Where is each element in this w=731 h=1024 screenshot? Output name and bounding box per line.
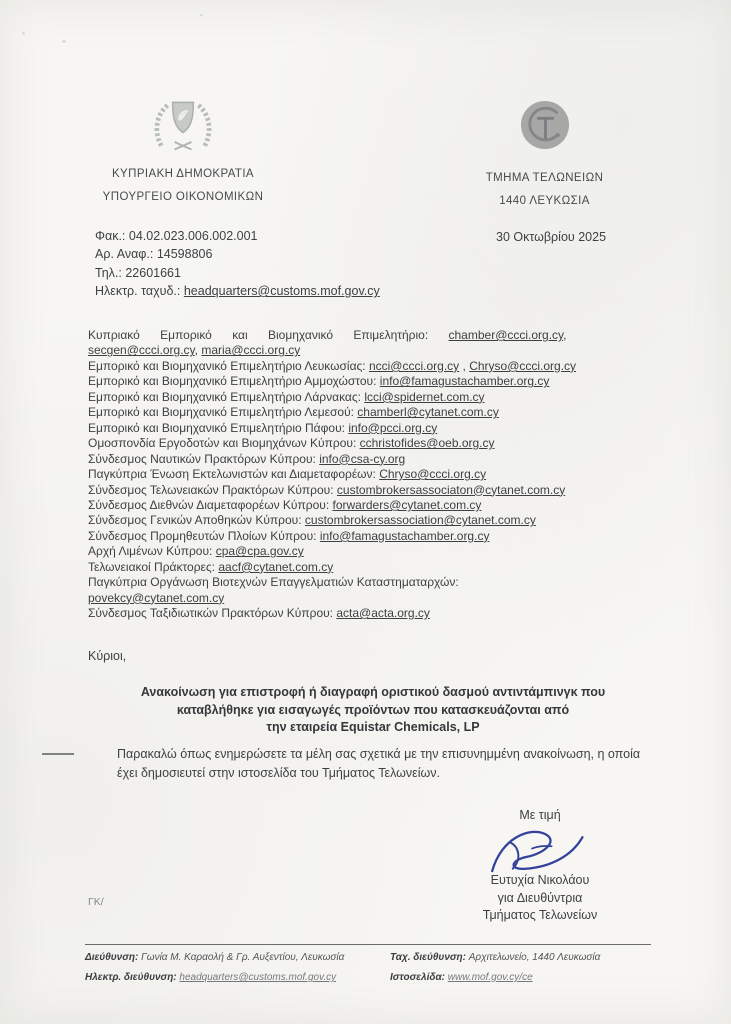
closing-salute: Με τιμή	[519, 808, 561, 822]
footer-label: Ιστοσελίδα:	[390, 972, 448, 983]
recipient-line	[88, 575, 678, 606]
recipient-org: Τελωνειακοί Πράκτορες:	[88, 559, 219, 574]
department-postcode: 1440 ΛΕΥΚΩΣΙΑ	[499, 195, 590, 207]
recipient-org: Εμπορικό και Βιομηχανικό Επιμελητήριο Λευκωσίας:	[88, 358, 369, 373]
ministry-title: ΥΠΟΥΡΓΕΙΟ ΟΙΚΟΝΟΜΙΚΩΝ	[102, 191, 264, 203]
footer-value: Γωνία Μ. Καραολή & Γρ. Αυξεντίου, Λευκωσία	[141, 952, 345, 963]
reference-row	[95, 245, 380, 263]
recipient-line	[88, 498, 678, 513]
footer-left-column	[85, 952, 390, 983]
recipient-org: Σύνδεσμος Διεθνών Διαμεταφορέων Κύπρου:	[88, 497, 333, 512]
email-link[interactable]: custombrokersassociaton@cytanet.com.cy	[336, 482, 566, 497]
signer-capacity: για Διευθύντρια	[497, 890, 583, 905]
header-right	[452, 100, 637, 213]
reference-label: Αρ. Αναφ.:	[95, 247, 157, 262]
recipient-org: Εμπορικό και Βιομηχανικό Επιμελητήριο Πάφου:	[88, 420, 349, 435]
recipient-org: Σύνδεσμος Ταξιδιωτικών Πρακτόρων Κύπρου:	[88, 606, 337, 621]
handwritten-signature-icon	[430, 824, 650, 876]
cyprus-coat-of-arms-icon	[83, 96, 283, 154]
footer-value: Αρχιτελωνείο, 1440 Λευκωσία	[468, 952, 601, 963]
email-link[interactable]: acta@acta.org.cy	[336, 606, 430, 621]
footer-label: Ηλεκτρ. διεύθυνση:	[85, 972, 180, 983]
recipient-line	[88, 467, 678, 482]
recipient-line	[88, 606, 678, 621]
email-link[interactable]: aacf@cytanet.com.cy	[218, 559, 334, 574]
salutation: Κύριοι,	[88, 649, 127, 663]
recipient-line	[88, 560, 678, 575]
recipient-line	[88, 452, 678, 467]
footer-row	[85, 952, 390, 963]
body-line: Παρακαλώ όπως ενημερώσετε τα μέλη σας σχετικά με την επισυνημμένη ανακοίνωση, η οποία	[117, 747, 641, 761]
recipient-org: Παγκύπρια Ένωση Εκτελωνιστών και Διαμεταφορέων:	[88, 467, 380, 482]
body-paragraph	[117, 745, 677, 782]
email-link[interactable]: Chryso@ccci.org.cy	[379, 467, 487, 482]
scan-speck	[200, 14, 203, 16]
reference-label: Τηλ.:	[95, 265, 126, 280]
email-link[interactable]: info@famagustachamber.org.cy	[319, 528, 490, 543]
footer-label: Διεύθυνση:	[85, 952, 142, 963]
header-left	[83, 96, 283, 209]
recipient-line: Κυπριακό Εμπορικό και Βιομηχανικό Επιμελητήριο: chamber@ccci.org.cy, secgen@ccci.org.cy, maria@ccci.org.cy	[88, 328, 567, 358]
customs-department-logo-icon	[452, 100, 637, 150]
recipient-line: Εμπορικό και Βιομηχανικό Επιμελητήριο Λευκωσίας: ncci@ccci.org.cy , Chryso@ccci.org.cy	[88, 358, 577, 373]
recipient-line	[88, 483, 678, 498]
recipient-org: Αρχή Λιμένων Κύπρου:	[88, 544, 216, 559]
margin-mark	[42, 753, 74, 755]
email-link[interactable]: headquarters@customs.mof.gov.cy	[183, 284, 380, 299]
email-link[interactable]: custombrokersassociation@cytanet.com.cy	[304, 513, 536, 528]
email-link[interactable]: info@csa-cy.org	[319, 451, 406, 466]
recipient-line	[88, 421, 678, 436]
recipient-line	[88, 513, 678, 528]
recipient-line	[88, 390, 678, 405]
footer-row	[85, 972, 390, 983]
reference-label: Φακ.:	[95, 229, 129, 243]
email-link[interactable]: maria@ccci.org.cy	[201, 343, 301, 358]
recipient-org: Ομοσπονδία Εργοδοτών και Βιομηχάνων Κύπρου:	[88, 436, 360, 451]
recipient-org: Εμπορικό και Βιομηχανικό Επιμελητήριο Λάρνακας:	[88, 389, 365, 404]
scan-speck	[22, 32, 25, 35]
email-link[interactable]: chamberl@cytanet.com.cy	[357, 405, 499, 420]
recipient-line	[88, 374, 678, 389]
reference-value: 22601661	[125, 265, 181, 280]
email-link[interactable]: Chryso@ccci.org.cy	[469, 358, 577, 373]
email-link[interactable]: lcci@spidernet.com.cy	[364, 389, 485, 404]
recipient-line	[88, 544, 678, 559]
recipient-org: Παγκύπρια Οργάνωση Βιοτεχνών Επαγγελματιών Καταστηματαρχών:	[88, 575, 459, 590]
subject-heading	[88, 684, 658, 737]
email-link[interactable]: cchristofides@oeb.org.cy	[359, 436, 495, 451]
republic-title: ΚΥΠΡΙΑΚΗ ΔΗΜΟΚΡΑΤΙΑ	[111, 168, 255, 180]
email-link[interactable]: secgen@ccci.org.cy	[88, 343, 195, 358]
recipient-line	[88, 436, 678, 451]
footer-link[interactable]: headquarters@customs.mof.gov.cy	[179, 972, 337, 983]
recipient-line	[88, 529, 678, 544]
email-link[interactable]: ncci@ccci.org.cy	[368, 358, 460, 373]
body-line: έχει δημοσιευτεί στην ιστοσελίδα του Τμήματος Τελωνείων.	[117, 765, 441, 780]
email-link[interactable]: cpa@cpa.gov.cy	[215, 544, 304, 559]
scan-speck	[62, 40, 66, 43]
footer-right-column	[390, 952, 600, 983]
recipient-org: Κυπριακό Εμπορικό και Βιομηχανικό Επιμελητήριο: chamber@ccci.org.cy,	[88, 328, 567, 342]
department-title: ΤΜΗΜΑ ΤΕΛΩΝΕΙΩΝ	[485, 172, 604, 184]
recipient-list	[88, 328, 678, 622]
reference-row	[95, 282, 380, 300]
reference-value: 04.02.023.006.002.001	[128, 229, 258, 243]
reference-row	[95, 264, 380, 282]
email-link[interactable]: povekcy@cytanet.com.cy	[88, 590, 225, 605]
footer-label: Ταχ. διεύθυνση:	[390, 952, 469, 963]
reference-block	[95, 227, 380, 301]
subject-line: καταβλήθηκε για εισαγωγές προϊόντων που κατασκευάζονται από	[176, 702, 570, 717]
email-link[interactable]: info@famagustachamber.org.cy	[379, 374, 550, 389]
email-link[interactable]: chamber@ccci.org.cy	[448, 328, 564, 342]
reference-label: Ηλεκτρ. ταχυδ.:	[95, 284, 184, 299]
closing-block	[430, 808, 650, 925]
subject-line: την εταιρεία Equistar Chemicals, LP	[266, 720, 480, 735]
recipient-org: Σύνδεσμος Προμηθευτών Πλοίων Κύπρου:	[88, 528, 320, 543]
email-link[interactable]: forwarders@cytanet.com.cy	[332, 497, 482, 512]
recipient-org: Σύνδεσμος Ναυτικών Πρακτόρων Κύπρου:	[88, 451, 320, 466]
recipient-org: Εμπορικό και Βιομηχανικό Επιμελητήριο Αμμοχώστου:	[88, 374, 380, 389]
subject-line: Ανακοίνωση για επιστροφή ή διαγραφή οριστικού δασμού αντιντάμπινγκ που	[140, 685, 606, 699]
letter-date: 30 Οκτωβρίου 2025	[496, 230, 607, 244]
recipient-line	[88, 405, 678, 420]
signer-department: Τμήματος Τελωνείων	[482, 908, 598, 923]
recipient-org: Σύνδεσμος Γενικών Αποθηκών Κύπρου:	[88, 513, 305, 528]
reference-value: 14598806	[156, 247, 213, 262]
footer-row	[390, 952, 600, 963]
reference-row	[95, 227, 380, 245]
recipient-org: Σύνδεσμος Τελωνειακών Πρακτόρων Κύπρου:	[88, 482, 337, 497]
recipient-org: Εμπορικό και Βιομηχανικό Επιμελητήριο Λεμεσού:	[88, 405, 358, 420]
typist-initials: ΓΚ/	[88, 896, 104, 908]
letter-footer	[85, 944, 651, 983]
footer-link[interactable]: www.mof.gov.cy/ce	[447, 972, 533, 983]
signer-name: Ευτυχία Νικολάου	[490, 873, 590, 887]
email-link[interactable]: info@pcci.org.cy	[348, 420, 438, 435]
footer-row	[390, 972, 600, 983]
